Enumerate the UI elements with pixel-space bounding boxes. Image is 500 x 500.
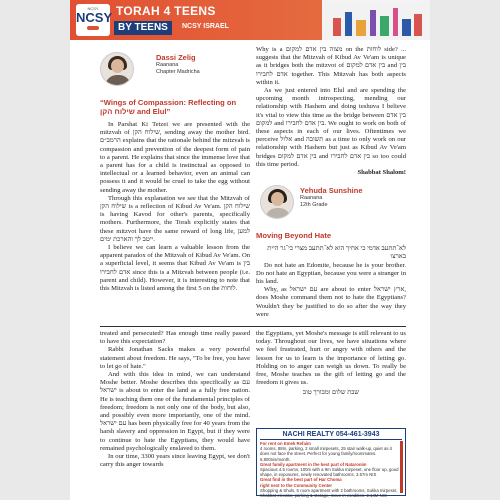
- closing: שבת שלום ומבורך טוב: [302, 389, 360, 397]
- city-illustration-icon: [325, 4, 425, 36]
- paragraph: In Parshat Ki Tetzei we are presented with the mitzvah of שילוח הקן, sending away the mother bird. הרמב״ם explains that the rationale behind the mitzvah is compassion and prevention of the deepest form of pain to a parent. He explains that since the immense love that a parent has for a child is instinctual as opposed to intellectual or a learned behavior, even an animal can possess it and it would be cruel to take the egg without sending away the mother.: [100, 121, 250, 194]
- header-title: TORAH 4 TEENS: [116, 4, 216, 18]
- article-right-column: [256, 46, 406, 319]
- article-headline: Moving Beyond Hate: [256, 231, 332, 241]
- article-headline: “Wings of Compassion: Reflecting on שילוח הקן and Elul”: [100, 98, 237, 116]
- newspaper-page: [70, 0, 430, 500]
- header-banner: [70, 0, 430, 40]
- paragraph: And with this idea in mind, we can understand Moshe better. Moshe describes this specifically as עם ישראל is about to enter the land as a fully free nation. He is teaching them one of the fundamental principles of freedom; freedom is not only one of the body, but also, and possibly even more importantly, one of the mind. עם ישראל has been physically free for 40 years from the harsh slavery and oppression in Egypt, but if they were to continue to hate the Egyptians, they would have remained psychologically enslaved to them.: [100, 371, 250, 452]
- author-block: Yehuda Sunshine Raanana 12th Grade: [256, 183, 406, 227]
- article-wings-of-compassion: [100, 50, 250, 293]
- ncsy-logo: NCSY NCSY: [76, 4, 110, 36]
- paragraph: Do not hate an Edomite, because he is your brother. Do not hate an Egyptian, because you were a stranger in his land.: [256, 261, 406, 286]
- author-name: Dassi Zelig: [156, 53, 196, 62]
- avatar: [100, 52, 134, 86]
- article-continuation: [100, 330, 250, 469]
- author-block: Dassi Zelig Raanana Chapter Madricha: [100, 50, 250, 94]
- author-name: Yehuda Sunshine: [300, 186, 363, 196]
- article-right-continuation: [256, 330, 406, 398]
- paragraph: treated and persecuted? Has enough time really passed to have this expectation?: [100, 330, 250, 346]
- header-subtitle: BY TEENS: [114, 21, 172, 35]
- paragraph: As we just entered into Elul and are spending the upcoming month introspecting, mending our relationship with Hashem and doing teshuva I believe it's vital to view this time as the bridge between בין אדם למקום and בין אדם לחבירו. We ought to work on both of these aspects in each of our lives. Oftentimes we perceive אלול and תשובה as a time to only work on our relationship with Hashem but just as Kibud Av Ve'am bridges בין אדם למקום and בין אדם לחבירו so too could this time period.: [256, 87, 407, 168]
- hebrew-quote: לא־תתעב אדמי כי אחיך הוא לא־תתעב מצרי כי־גר היית בארצו: [267, 245, 406, 261]
- paragraph: I believe we can learn a valuable lesson from the apparent paradox of the Mitzvah of Kibud Av Ve'am. On a superficial level, it seems that Kibud Av Ve'am is בין אדם לחבירו since this is a Mitzvah between people (i.e. parent and child). However, it is interesting to note that this Mitzvah is listed among the first 5 on the לוחות.: [100, 244, 250, 293]
- paragraph: Through this explanation we see that the Mitzvah of שילוח הקן is a reflection of Kibud Av Ve'am. שילוח הקן is having Kavod for other's parents, specifically mothers. Furthermore, the Torah explicitly states that these mitzvot have the same reward of long life, למען ייטב לך והארכת ימים.: [100, 194, 250, 243]
- signoff: Shabbat Shalom!: [357, 169, 406, 177]
- paragraph: In our time, 3300 years since leaving Egypt, we don't carry this anger towards: [100, 453, 250, 469]
- paragraph: Why, as עם ישראל are about to enter ארץ ישראל, does Moshe command them not to hate the Egyptians? Wouldn't they be justified to do so after the way they were: [256, 286, 406, 318]
- paragraph: Rabbi Jonathan Sacks makes a very powerful statement about freedom. He says, "To be free, you have to let go of hate.": [100, 346, 250, 370]
- paragraph: the Egyptians, yet Moshe's message is still relevant to us today. Throughout our lives, we have situations where we feel frustrated, hurt or angry with others and the lesson for us to learn is the importance of letting go. Holding on to anger can weigh us down. To really be free, Moshe teaches us the gift of letting go and the freedom it gives us.: [256, 330, 406, 387]
- section-divider: [100, 326, 406, 327]
- ad-title: NACHI REALTY 054-461-3943: [260, 431, 402, 440]
- realty-ad: NACHI REALTY 054-461-3943 For rent on Emek Refaim 4 rooms, 88m, parking, 2 small mirpesets, 25 stair walk-up, quiet as it does not face the street. Perfect for young family/roommates. 6,800nis/month. Great family apartment in the best part of Nataronim Spacious 4.5 rooms, 100m with a 9m Sukka mirpeset, one floor up, good shape, in exposures, newly renovated bathrooms. 3.57m NIS Great find in the best part of Har Choma right next to the Community Center Shopping & Shuls, 5 room apartment with 2 bathrooms, Sukka mirpeset, Shabbat elevator, parking & storage, move in condition. 2.14M NIS: [256, 428, 406, 496]
- avatar: [260, 185, 294, 219]
- header-org: NCSY ISRAEL: [182, 23, 229, 30]
- paragraph: Why is a מצוה בין אדם למקום on the לוחות side? ... suggests that the Mitzvah of Kibud Av Ve'am is unique as it bridges both the mitzvot of בין אדם למקום and בין אדם לחבירו together. This Mitzvah has both aspects within it.: [256, 46, 406, 86]
